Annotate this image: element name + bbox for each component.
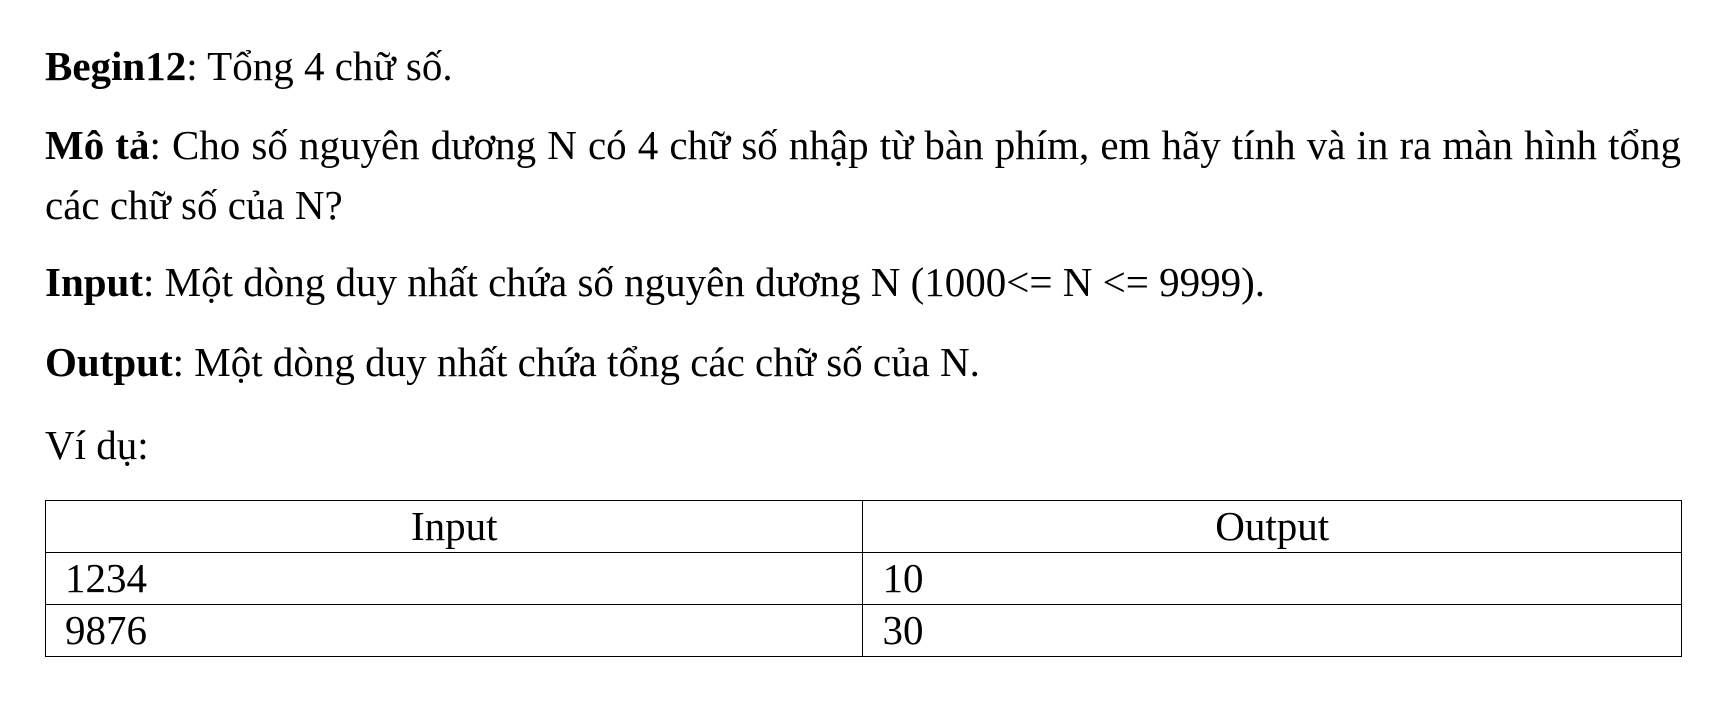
example-heading: Ví dụ: [45, 422, 149, 468]
table-cell-input: 1234 [46, 553, 863, 605]
table-row [46, 553, 1682, 605]
table-cell-output: 10 [863, 553, 1682, 605]
problem-title-text: : Tổng 4 chữ số. [186, 43, 453, 89]
description-label: Mô tả [45, 122, 150, 168]
problem-title [45, 36, 1681, 96]
column-header-output: Output [863, 501, 1682, 553]
table-cell-input: 9876 [46, 605, 863, 657]
problem-id-label: Begin12 [45, 43, 187, 89]
description-text: : Cho số nguyên dương N có 4 chữ số nhập từ bàn phím, em hãy tính và in ra màn hình tổng các chữ số của N? [45, 122, 1681, 228]
table-row [46, 605, 1682, 657]
table-header-row [46, 501, 1682, 553]
output-spec-label: Output [45, 339, 173, 385]
example-table [45, 500, 1682, 657]
table-cell-output: 30 [863, 605, 1682, 657]
problem-description [45, 115, 1681, 235]
input-spec-label: Input [45, 259, 144, 305]
output-spec-text: : Một dòng duy nhất chứa tổng các chữ số của N. [172, 339, 980, 385]
output-specification [45, 332, 1681, 392]
input-specification [45, 252, 1681, 312]
column-header-input: Input [46, 501, 863, 553]
input-spec-text: : Một dòng duy nhất chứa số nguyên dương N (1000<= N <= 9999). [143, 259, 1266, 305]
